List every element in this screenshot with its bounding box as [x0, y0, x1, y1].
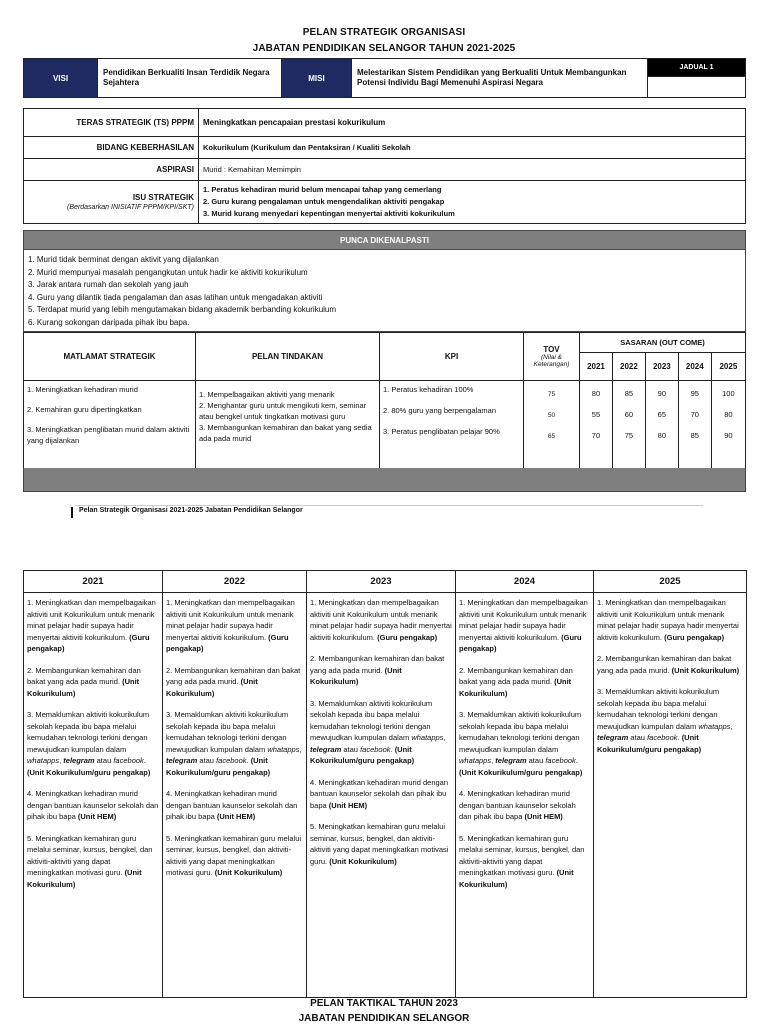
bidang-value: Kokurikulum (Kurikulum dan Pentaksiran / Kualiti Sekolah — [199, 137, 746, 159]
kpi-1: 1. Peratus kehadiran 100% — [383, 385, 474, 394]
bottom-title-line2: JABATAN PENDIDIKAN SELANGOR — [298, 1013, 470, 1024]
item-italic: facebook — [360, 744, 391, 754]
year-header: 2023 — [307, 571, 456, 593]
sasaran-value: 70 — [591, 431, 601, 440]
sasaran-value: 85 — [690, 431, 699, 440]
h-kpi: KPI — [380, 333, 524, 381]
misi-label: MISI — [282, 59, 352, 98]
item-unit: (Guru pengakap) — [166, 632, 289, 653]
item-italic: telegram — [166, 756, 198, 765]
sasaran-value: 100 — [722, 389, 735, 398]
h-tov: TOV — [543, 345, 560, 354]
h-tov-cell — [524, 333, 580, 381]
item-unit: (Guru pengakap) — [27, 632, 150, 653]
item-text: atau — [528, 756, 544, 765]
teras-table — [23, 108, 746, 224]
item-unit: (Unit HEM) — [77, 812, 117, 821]
matlamat-table — [23, 332, 746, 469]
h-year: 2024 — [678, 353, 711, 381]
isu-label: ISU STRATEGIK — [132, 193, 194, 202]
teras-label: TERAS STRATEGIK (TS) PPPM — [24, 109, 199, 137]
item-text: 1. Meningkatkan dan mempelbagaikan aktiviti unit Kokurikulum untuk menarik minat pelajar hadir supaya hadir menyertai aktiviti kokurikulum. — [27, 598, 156, 642]
item-italic: whatapps — [698, 721, 731, 731]
item-text: 5. Meningkatkan kemahiran guru melalui seminar, kursus, bengkel, dan aktiviti-aktiviti yang dapat meningkatkan motivasi guru. — [459, 833, 585, 877]
doc-title-line1: PELAN STRATEGIK ORGANISASI — [302, 27, 466, 38]
matlamat-cell — [24, 381, 196, 469]
year-header: 2024 — [456, 571, 594, 593]
teras-value: Meningkatkan pencapaian prestasi kokurikulum — [199, 109, 746, 137]
pelan-3: 3. Membangunkan kemahiran dan bakat yang sedia ada pada murid — [199, 423, 372, 443]
tahunan-table — [23, 570, 747, 998]
item-text: atau — [630, 733, 645, 742]
item-text: atau — [96, 756, 112, 765]
sasaran-value: 65 — [657, 410, 667, 419]
kpi-2: 2. 80% guru yang berpengalaman — [383, 406, 496, 415]
matlamat-1: 1. Meningkatkan kehadiran murid — [27, 385, 138, 394]
item-text: 3. Memaklumkan aktiviti kokurikulum sekolah kepada ibu bapa melalui kemudahan teknologi terkini dengan mewujudkan kumpulan dalam — [597, 687, 720, 731]
item-text: atau — [343, 744, 358, 754]
h-sasaran: SASARAN (OUT COME) — [580, 333, 746, 353]
item-italic: whatapps — [27, 756, 60, 765]
punca-item: 3. Jarak antara rumah dan sekolah yang jauh — [28, 280, 189, 289]
item-unit: (Unit Kokurikulum) — [671, 665, 740, 675]
tov-1: 75 — [547, 391, 556, 398]
item-italic: telegram — [63, 756, 95, 765]
item-italic: telegram — [597, 733, 629, 742]
sasaran-value: 80 — [724, 410, 733, 419]
item-unit: (Unit Kokurikulum/guru pengakap) — [166, 756, 271, 777]
year-header: 2021 — [24, 571, 163, 593]
sasaran-2022 — [612, 381, 645, 469]
item-unit: (Unit Kokurikulum) — [459, 868, 574, 889]
sasaran-value: 90 — [724, 431, 733, 440]
punca-heading: PUNCA DIKENALPASTI — [23, 230, 746, 250]
jadual-blank — [648, 77, 746, 98]
punca-item: 2. Murid mempunyai masalah pengangkutan untuk hadir ke aktiviti kokurikulum — [28, 267, 308, 277]
item-unit: (Guru pengakap) — [664, 632, 725, 642]
isu-3: 3. Murid kurang menyedari kepentingan menyertai aktiviti kokurikulum — [203, 209, 455, 218]
h-tov-sub: (Nilai & Keterangan) — [533, 354, 570, 368]
visi-label: VISI — [24, 59, 98, 98]
sasaran-value: 60 — [624, 410, 634, 419]
item-unit: (Unit Kokurikulum) — [310, 665, 402, 686]
item-text: 4. Meningkatkan kehadiran murid dengan bantuan kaunselor sekolah dan pihak ibu bapa — [459, 789, 576, 821]
bidang-label: BIDANG KEBERHASILAN — [24, 137, 199, 159]
item-text: 1. Meningkatkan dan mempelbagaikan aktiviti unit Kokurikulum untuk menarik minat pelajar hadir supaya hadir menyertai aktiviti kokurikulum. — [310, 598, 452, 642]
punca-item: 4. Guru yang dilantik tiada pengalaman dan asas latihan untuk mengadakan aktiviti — [28, 292, 323, 302]
isu-sub: (Berdasarkan INISIATIF PPPM/KPI/SKT) — [67, 204, 194, 211]
matlamat-3: 3. Meningkatkan penglibatan murid dalam aktiviti yang dijalankan — [27, 425, 190, 445]
item-unit: (Guru pengakap) — [377, 632, 438, 642]
tov-2: 50 — [547, 412, 556, 419]
item-unit: (Unit HEM) — [216, 812, 256, 821]
item-italic: telegram — [495, 756, 527, 765]
sasaran-value: 55 — [591, 410, 601, 419]
item-text: 5. Meningkatkan kemahiran guru melalui seminar, kursus, bengkel, dan aktiviti-aktiviti yang dapat meningkatkan motivasi guru. — [310, 822, 449, 866]
item-unit: (Unit HEM) — [328, 800, 368, 810]
h-pelan: PELAN TINDAKAN — [196, 333, 380, 381]
item-italic: whatapps — [267, 744, 300, 754]
sasaran-value: 95 — [690, 389, 699, 398]
gray-divider-bar — [23, 468, 746, 492]
year-cell-2021: 1. Meningkatkan dan mempelbagaikan aktiviti unit Kokurikulum untuk menarik minat pelajar hadir supaya hadir menyertai aktiviti kokurikulum. (Guru pengakap) 2. Membangunkan kemahiran dan bakat yang ada pada murid. (Unit Kokurikulum) 3. Memaklumkan aktiviti kokurikulum sekolah kepada ibu bapa melalui kemudahan teknologi terkini dengan mewujudkan kumpulan dalam whatapps, telegram atau facebook. (Unit Kokurikulum/guru pengakap) 4. Meningkatkan kehadiran murid dengan bantuan kaunselor sekolah dan pihak ibu bapa (Unit HEM) 5. Meningkatkan kemahiran guru melalui seminar, kursus, bengkel, dan aktiviti-aktiviti yang dapat meningkatkan motivasi guru. (Unit Kokurikulum) — [24, 593, 163, 998]
tov-3: 65 — [547, 433, 556, 440]
sasaran-value: 85 — [624, 389, 634, 398]
kpi-cell — [380, 381, 524, 469]
item-text: 2. Membangunkan kemahiran dan bakat yang ada pada murid. — [459, 665, 573, 686]
item-text: 1. Meningkatkan dan mempelbagaikan aktiviti unit Kokurikulum untuk menarik minat pelajar hadir supaya hadir menyertai aktiviti kokurikulum. — [166, 598, 295, 642]
year-cell-2025: 1. Meningkatkan dan mempelbagaikan aktiviti unit Kokurikulum untuk menarik minat pelajar hadir supaya hadir menyertai aktiviti kokurikulum. (Guru pengakap) 2. Membangunkan kemahiran dan bakat yang ada pada murid. (Unit Kokurikulum) 3. Memaklumkan aktiviti kokurikulum sekolah kepada ibu bapa melalui kemudahan teknologi terkini dengan mewujudkan kumpulan dalam whatapps, telegram atau facebook. (Unit Kokurikulum/guru pengakap) — [594, 593, 747, 998]
misi-text: Melestarikan Sistem Pendidikan yang Berkualiti Untuk Membangunkan Potensi Individu Bagi Memenuhi Aspirasi Negara — [352, 59, 648, 98]
pelan-1: 1. Mempelbagaikan aktiviti yang menarik — [199, 390, 335, 399]
item-text: 3. Memaklumkan aktiviti kokurikulum sekolah kepada ibu bapa melalui kemudahan teknologi terkini dengan mewujudkan kumpulan dalam — [310, 698, 433, 742]
item-italic: facebook — [545, 756, 576, 765]
h-year: 2021 — [580, 353, 613, 381]
sasaran-value: 75 — [624, 431, 634, 440]
punca-item: 1. Murid tidak berminat dengan aktivit yang dijalankan — [28, 255, 219, 264]
item-italic: facebook — [647, 733, 678, 742]
punca-item: 5. Terdapat murid yang lebih mengutamakan bidang akademik berbanding kokurikulum — [28, 305, 337, 314]
item-unit: (Guru pengakap) — [459, 632, 582, 653]
pelan-2: 2. Menghantar guru untuk mengikuti kem, seminar atau bengkel untuk tingkatkan motivasi guru — [199, 401, 367, 421]
aspirasi-label: ASPIRASI — [24, 159, 199, 181]
item-text: 3. Memaklumkan aktiviti kokurikulum sekolah kepada ibu bapa melalui kemudahan teknologi terkini dengan mewujudkan kumpulan dalam — [166, 710, 289, 754]
kpi-3: 3. Peratus penglibatan pelajar 90% — [383, 427, 500, 436]
item-unit: (Unit Kokurikulum/guru pengakap) — [459, 767, 583, 777]
sasaran-value: 90 — [657, 389, 667, 398]
item-text: 4. Meningkatkan kehadiran murid dengan bantuan kaunselor sekolah dan pihak ibu bapa — [27, 789, 159, 821]
item-italic: telegram — [310, 744, 342, 754]
isu-1: 1. Peratus kehadiran murid belum mencapai tahap yang cemerlang — [203, 185, 442, 194]
page-footer: Pelan Strategik Organisasi 2021-2025 Jabatan Pendidikan Selangor — [79, 507, 303, 514]
item-unit: (Unit Kokurikulum/guru pengakap) — [597, 733, 702, 754]
punca-item: 6. Kurang sokongan daripada pihak ibu bapa. — [28, 317, 190, 327]
sasaran-value: 80 — [657, 431, 667, 440]
jadual-label: JADUAL 1 — [648, 59, 746, 77]
aspirasi-value: Murid : Kemahiran Memimpin — [199, 159, 746, 181]
item-text: 1. Meningkatkan dan mempelbagaikan aktiviti unit Kokurikulum untuk menarik minat pelajar hadir supaya hadir menyertai aktiviti kokurikulum. — [597, 598, 739, 642]
year-header: 2022 — [163, 571, 307, 593]
item-unit: (Unit Kokurikulum) — [329, 856, 397, 866]
item-text: 5. Meningkatkan kemahiran guru melalui seminar, kursus, bengkel, dan aktiviti-aktiviti yang dapat meningkatkan motivasi guru. — [166, 833, 302, 877]
tov-cell — [524, 381, 580, 469]
item-text: 2. Membangunkan kemahiran dan bakat yang ada pada murid. — [310, 654, 445, 675]
year-cell-2022: 1. Meningkatkan dan mempelbagaikan aktiviti unit Kokurikulum untuk menarik minat pelajar hadir supaya hadir menyertai aktiviti kokurikulum. (Guru pengakap) 2. Membangunkan kemahiran dan bakat yang ada pada murid. (Unit Kokurikulum) 3. Memaklumkan aktiviti kokurikulum sekolah kepada ibu bapa melalui kemudahan teknologi terkini dengan mewujudkan kumpulan dalam whatapps, telegram atau facebook. (Unit Kokurikulum/guru pengakap) 4. Meningkatkan kehadiran murid dengan bantuan kaunselor sekolah dan pihak ibu bapa (Unit HEM) 5. Meningkatkan kemahiran guru melalui seminar, kursus, bengkel, dan aktiviti-aktiviti yang dapat meningkatkan motivasi guru. (Unit Kokurikulum) — [163, 593, 307, 998]
item-text: 4. Meningkatkan kehadiran murid dengan bantuan kaunselor sekolah dan pihak ibu bapa — [310, 777, 449, 810]
item-text: 2. Membangunkan kemahiran dan bakat yang ada pada murid. — [27, 665, 141, 686]
year-cell-2024: 1. Meningkatkan dan mempelbagaikan aktiviti unit Kokurikulum untuk menarik minat pelajar hadir supaya hadir menyertai aktiviti kokurikulum. (Guru pengakap) 2. Membangunkan kemahiran dan bakat yang ada pada murid. (Unit Kokurikulum) 3. Memaklumkan aktiviti kokurikulum sekolah kepada ibu bapa melalui kemudahan teknologi terkini dengan mewujudkan kumpulan dalam whatapps, telegram atau facebook. (Unit Kokurikulum/guru pengakap) 4. Meningkatkan kehadiran murid dengan bantuan kaunselor sekolah dan pihak ibu bapa (Unit HEM) 5. Meningkatkan kemahiran guru melalui seminar, kursus, bengkel, dan aktiviti-aktiviti yang dapat meningkatkan motivasi guru. (Unit Kokurikulum) — [456, 593, 594, 998]
isu-values — [199, 181, 746, 224]
item-italic: whatapps — [459, 756, 492, 765]
bottom-title-line1: PELAN TAKTIKAL TAHUN 2023 — [310, 998, 458, 1009]
year-cell-2023: 1. Meningkatkan dan mempelbagaikan aktiviti unit Kokurikulum untuk menarik minat pelajar hadir supaya hadir menyertai aktiviti kokurikulum. (Guru pengakap) 2. Membangunkan kemahiran dan bakat yang ada pada murid. (Unit Kokurikulum) 3. Memaklumkan aktiviti kokurikulum sekolah kepada ibu bapa melalui kemudahan teknologi terkini dengan mewujudkan kumpulan dalam whatapps, telegram atau facebook. (Unit Kokurikulum/guru pengakap) 4. Meningkatkan kehadiran murid dengan bantuan kaunselor sekolah dan pihak ibu bapa (Unit HEM) 5. Meningkatkan kemahiran guru melalui seminar, kursus, bengkel, dan aktiviti-aktiviti yang dapat meningkatkan motivasi guru. (Unit Kokurikulum) — [307, 593, 456, 998]
item-text: 3. Memaklumkan aktiviti kokurikulum sekolah kepada ibu bapa melalui kemudahan teknologi terkini dengan mewujudkan kumpulan dalam — [459, 710, 582, 754]
item-text: 4. Meningkatkan kehadiran murid dengan bantuan kaunselor sekolah dan pihak ibu bapa — [166, 789, 298, 821]
item-text: 2. Membangunkan kemahiran dan bakat yang ada pada murid. — [597, 654, 732, 675]
item-text: 5. Meningkatkan kemahiran guru melalui seminar, kursus, bengkel, dan aktiviti-aktiviti yang dapat meningkatkan motivasi guru. — [27, 833, 153, 877]
item-text: atau — [199, 756, 214, 765]
h-year: 2023 — [645, 353, 678, 381]
visi-misi-table — [23, 58, 746, 98]
item-unit: (Unit HEM) — [524, 812, 563, 821]
sasaran-value: 80 — [591, 389, 601, 398]
item-unit: (Unit Kokurikulum) — [214, 868, 283, 877]
punca-list — [23, 250, 746, 332]
sasaran-2021 — [580, 381, 613, 469]
item-unit: (Unit Kokurikulum) — [459, 677, 572, 698]
item-italic: facebook — [113, 756, 144, 765]
item-italic: whatapps — [411, 733, 444, 742]
item-text: 3. Memaklumkan aktiviti kokurikulum sekolah kepada ibu bapa melalui kemudahan teknologi terkini dengan mewujudkan kumpulan dalam — [27, 710, 150, 754]
item-unit: (Unit Kokurikulum/guru pengakap) — [27, 767, 151, 777]
item-unit: (Unit Kokurikulum) — [166, 677, 258, 698]
item-unit: (Unit Kokurikulum) — [27, 868, 142, 889]
item-text: 1. Meningkatkan dan mempelbagaikan aktiviti unit Kokurikulum untuk menarik minat pelajar hadir supaya hadir menyertai aktiviti kokurikulum. — [459, 598, 588, 642]
footer-rule — [75, 505, 703, 506]
footer-marker — [71, 507, 73, 518]
sasaran-2024 — [678, 381, 711, 469]
visi-text: Pendidikan Berkualiti Insan Terdidik Negara Sejahtera — [98, 59, 282, 98]
isu-label-cell — [24, 181, 199, 224]
doc-title-line2: JABATAN PENDIDIKAN SELANGOR TAHUN 2021-2025 — [252, 43, 516, 54]
sasaran-2023 — [645, 381, 678, 469]
pelan-cell — [196, 381, 380, 469]
item-text: 2. Membangunkan kemahiran dan bakat yang ada pada murid. — [166, 665, 301, 686]
isu-2: 2. Guru kurang pengalaman untuk mengendalikan aktiviti pengakap — [203, 197, 445, 206]
sasaran-2025 — [711, 381, 745, 469]
matlamat-2: 2. Kemahiran guru dipertingkatkan — [27, 405, 142, 414]
item-italic: facebook — [216, 756, 247, 765]
sasaran-value: 70 — [690, 410, 699, 419]
h-year: 2025 — [711, 353, 745, 381]
item-unit: (Unit Kokurikulum/guru pengakap) — [310, 744, 415, 765]
year-header: 2025 — [594, 571, 747, 593]
item-unit: (Unit Kokurikulum) — [27, 677, 140, 698]
h-year: 2022 — [612, 353, 645, 381]
h-matlamat: MATLAMAT STRATEGIK — [24, 333, 196, 381]
